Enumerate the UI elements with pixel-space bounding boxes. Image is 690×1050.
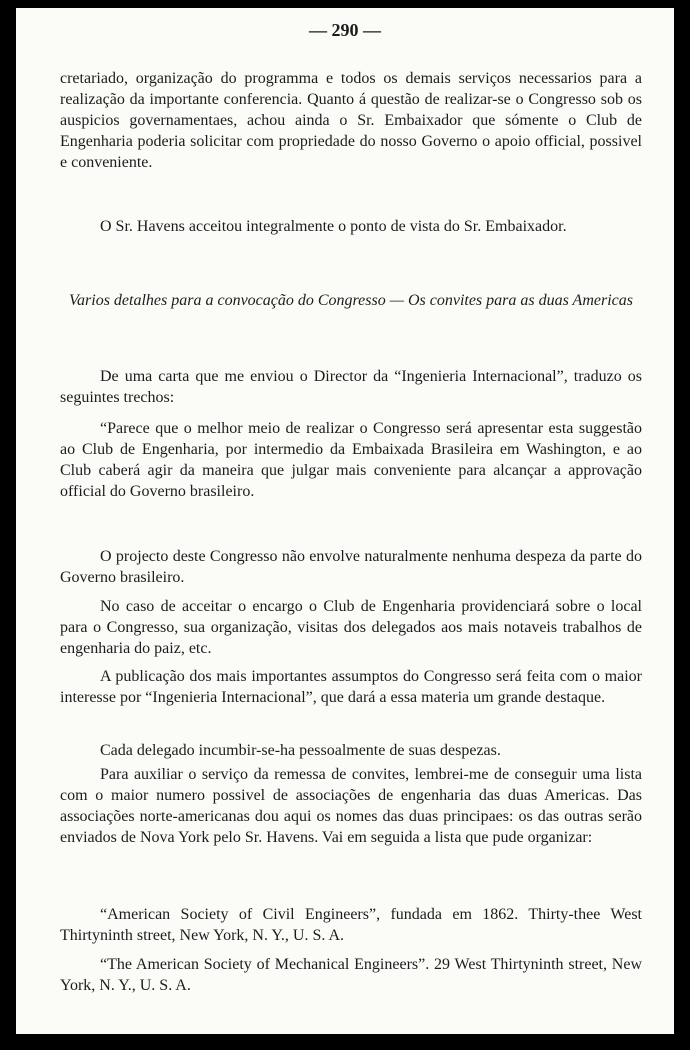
list-item-asce: “American Society of Civil Engineers”, fundada em 1862. Thirty-thee West Thirtyninth street, New York, N. Y., U. S. A. — [60, 906, 642, 944]
list-item-asme: “The American Society of Mechanical Engineers”. 29 West Thirtyninth street, New York, N. Y., U. S. A. — [60, 956, 642, 994]
paragraph-invites: Para auxiliar o serviço da remessa de convites, lembrei-me de conseguir uma lista com o maior numero possivel de associações de engenharia das duas Americas. Das associações norte-americanas dou aqui os nomes das duas principaes: os das outras serão enviados de Nova York pelo Sr. Havens. Vai em seguida a lista que pude organizar: — [60, 766, 642, 846]
paragraph-havens: O Sr. Havens acceitou integralmente o ponto de vista do Sr. Embaixador. — [100, 218, 567, 235]
paragraph-quote-4: A publicação dos mais importantes assumptos do Congresso será feita com o maior interesse por “Ingenieria Internacional”, que dará a essa materia um grande destaque. — [60, 668, 642, 706]
paragraph-expenses: Cada delegado incumbir-se-ha pessoalmente de suas despezas. — [100, 742, 501, 759]
paragraph-quote-3: No caso de acceitar o encargo o Club de Engenharia providenciará sobre o local para o Congresso, sua organização, visitas dos delegados aos mais notaveis trabalhos de engenharia do paiz, etc. — [60, 598, 642, 657]
paragraph-quote-2: O projecto deste Congresso não envolve naturalmente nenhuma despeza da parte do Governo brasileiro. — [60, 548, 642, 586]
paragraph-quote-1: “Parece que o melhor meio de realizar o Congresso será apresentar esta suggestão ao Club de Engenharia, por intermedio da Embaixada Brasileira em Washington, e ao Club caberá agir da maneira que julgar mais conveniente para alcançar a approvação official do Governo brasileiro. — [60, 420, 642, 500]
paragraph-letter-intro: De uma carta que me enviou o Director da “Ingenieria Internacional”, traduzo os seguintes trechos: — [60, 368, 642, 406]
section-heading: Varios detalhes para a convocação do Congresso — Os convites para as duas Americas — [69, 292, 633, 309]
paragraph-continuation: cretariado, organização do programma e todos os demais serviços necessarios para a realização da importante conferencia. Quanto á questão de realizar-se o Congresso sob os auspicios governamentaes, achou ainda o Sr. Embaixador que sómente o Club de Engenharia poderia solicitar com propriedade do nosso Governo o apoio official, possivel e conveniente. — [60, 70, 642, 171]
book-page — [16, 8, 674, 1034]
page-number: — 290 — — [309, 20, 381, 40]
